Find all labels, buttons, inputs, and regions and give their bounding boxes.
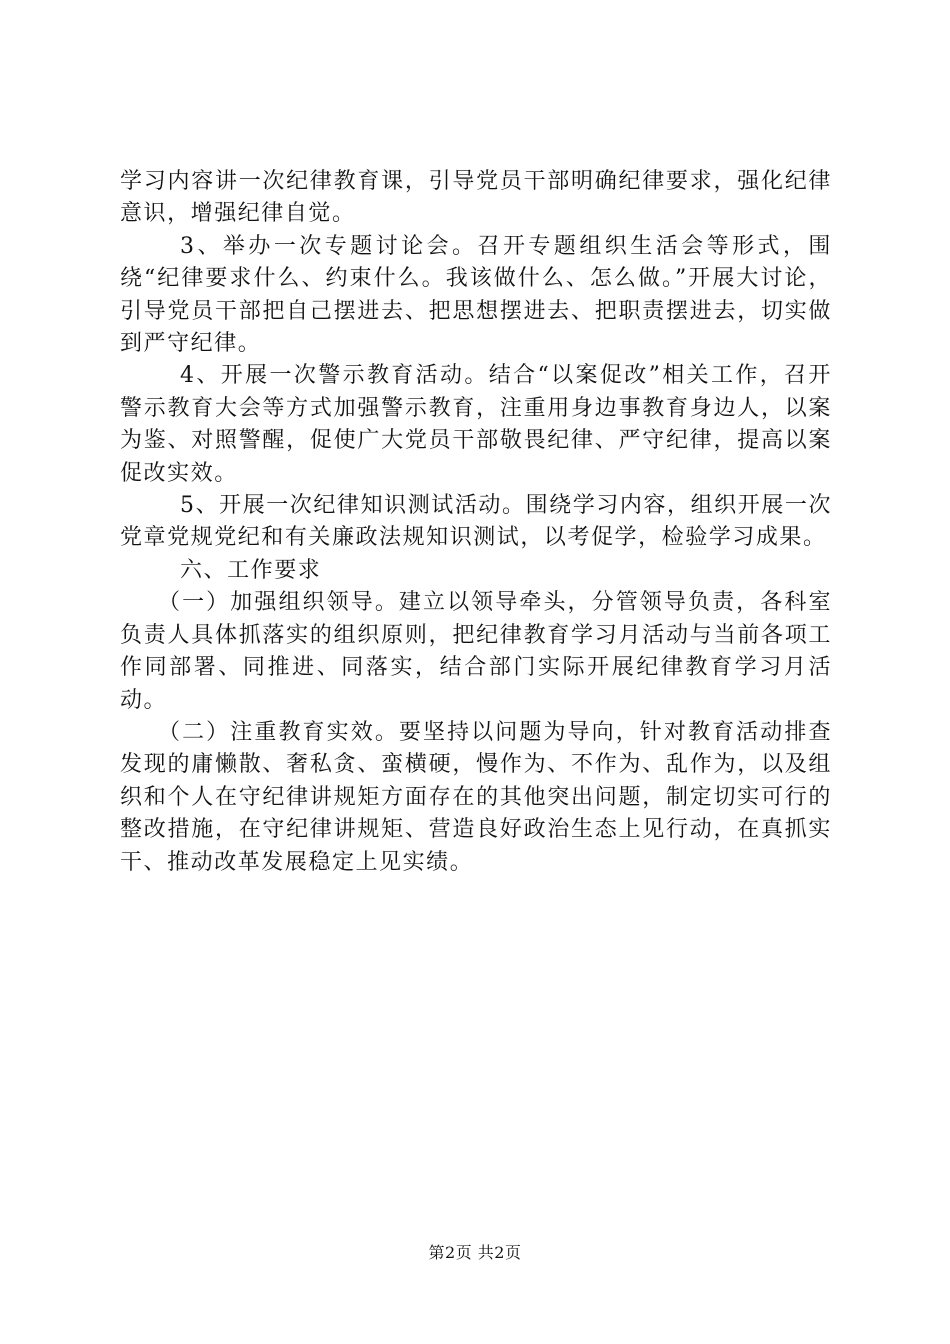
paragraph-item-4: 4、开展一次警示教育活动。结合“以案促改”相关工作，召开警示教育大会等方式加强警示教育，注重用身边事教育身边人，以案为鉴、对照警醒，促使广大党员干部敬畏纪律、严守纪律，提高以案促改实效。 xyxy=(120,363,832,486)
page-footer xyxy=(0,1240,950,1263)
paragraph-item-3: 3、举办一次专题讨论会。召开专题组织生活会等形式，围绕“纪律要求什么、约束什么。我该做什么、怎么做。”开展大讨论，引导党员干部把自己摆进去、把思想摆进去、把职责摆进去，切实做到严守纪律。 xyxy=(120,233,832,357)
page-number: 第2页 xyxy=(428,1243,473,1262)
document-body xyxy=(120,166,832,879)
paragraph-continued: 学习内容讲一次纪律教育课，引导党员干部明确纪律要求，强化纪律意识，增强纪律自觉。 xyxy=(120,169,832,227)
section-heading-work-requirements: 六、工作要求 xyxy=(180,557,322,583)
paragraph-requirement-2: （二）注重教育实效。要坚持以问题为导向，针对教育活动排查发现的庸懒散、奢私贪、蛮横硬，慢作为、不作为、乱作为，以及组织和个人在守纪律讲规矩方面存在的其他突出问题，制定切实可行的整改措施，在守纪律讲规矩、营造良好政治生态上见行动，在真抓实干、推动改革发展稳定上见实绩。 xyxy=(120,719,832,875)
page-total: 共2页 xyxy=(477,1243,522,1262)
paragraph-requirement-1: （一）加强组织领导。建立以领导牵头，分管领导负责，各科室负责人具体抓落实的组织原则，把纪律教育学习月活动与当前各项工作同部署、同推进、同落实，结合部门实际开展纪律教育学习月活动。 xyxy=(120,590,832,713)
paragraph-item-5: 5、开展一次纪律知识测试活动。围绕学习内容，组织开展一次党章党规党纪和有关廉政法规知识测试，以考促学，检验学习成果。 xyxy=(120,493,832,551)
